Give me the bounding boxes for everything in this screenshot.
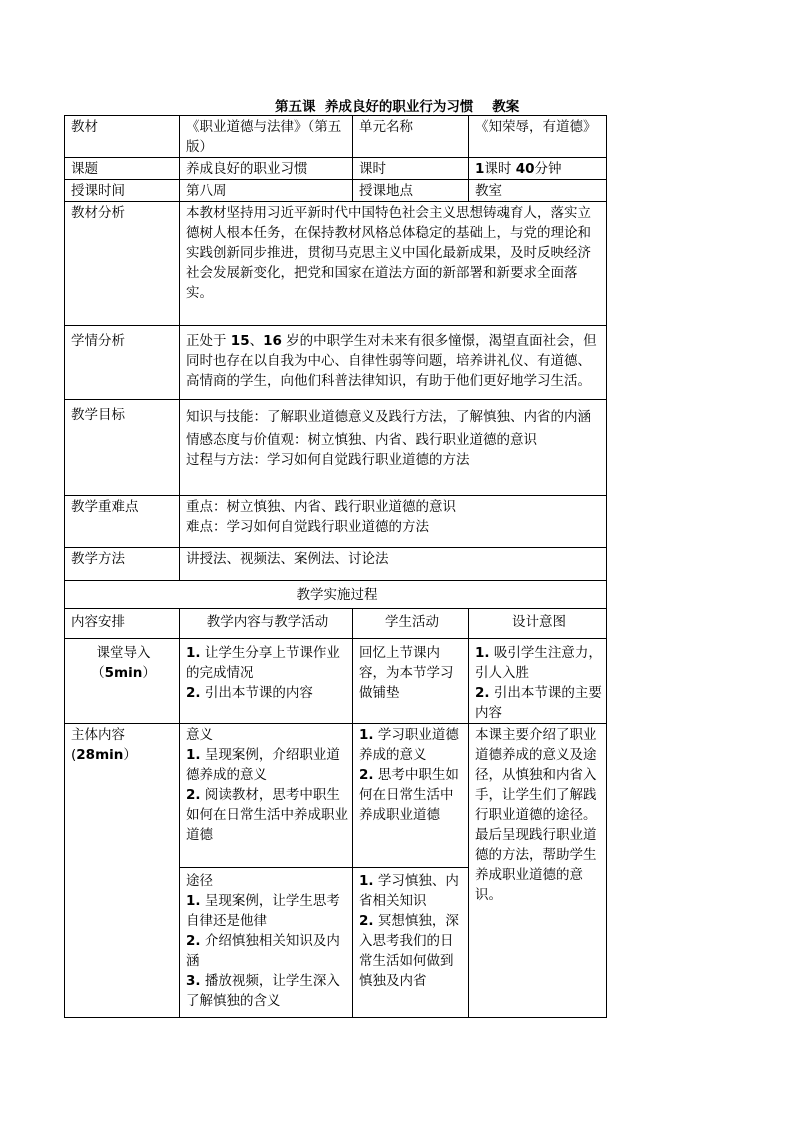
topic-value: 养成良好的职业习惯 (180, 158, 353, 180)
methods-value: 讲授法、视频法、案例法、讨论法 (180, 548, 607, 581)
path-item: 1. 呈现案例，让学生思考自律还是他律 (186, 893, 340, 929)
main-label: 主体内容( (71, 727, 125, 763)
material-paragraph: 本教材坚持用习近平新时代中国特色社会主义思想铸魂育人，落实立德树人根本任务，在保持教材风格总体稳定的基础上，与党的理论和实践创新同步推进，贯彻马克思主义中国化最新成果，及时反映经济社会发展新变化，把党和国家在道法方面的新部署和新要求全面落实。 (186, 205, 591, 301)
goal-process: 过程与方法：学习如何自觉践行职业道德的方法 (186, 452, 470, 468)
student-text-pre: 正处于 (186, 333, 231, 349)
main-time: 28min (76, 747, 124, 763)
row-textbook (65, 116, 607, 158)
time-label: 授课时间 (65, 180, 180, 202)
meaning-item: 2. 阅读教材，思考中职生如何在日常生活中养成职业道德 (186, 787, 348, 843)
meaning-item: 1. 呈现案例，介绍职业道德养成的意义 (186, 747, 340, 783)
unit-value: 《知荣辱，有道德》 (469, 116, 607, 158)
key-point: 重点：树立慎独、内省、践行职业道德的意识 (186, 499, 456, 515)
row-main-meaning (65, 724, 607, 868)
unit-label: 单元名称 (353, 116, 469, 158)
main-label-cell: 主体内容(28min） (65, 724, 180, 1018)
meaning-title: 意义 (186, 727, 213, 743)
path-student-item: 2. 冥想慎独，深入思考我们的日常生活如何做到慎独及内省 (359, 913, 459, 989)
path-student-activities (353, 868, 469, 1018)
intro-intent-item: 1. 吸引学生注意力，引人入胜 (475, 645, 602, 681)
student-label: 学情分析 (65, 326, 180, 400)
path-item: 3. 播放视频，让学生深入了解慎独的含义 (186, 973, 340, 1009)
row-topic (65, 158, 607, 180)
col-header-teaching: 教学内容与教学活动 (180, 609, 353, 639)
minutes-num: 40 (515, 161, 535, 177)
goals-label: 教学目标 (65, 400, 180, 496)
hours-label: 课时 (353, 158, 469, 180)
page-title: 第五课 养成良好的职业行为习惯 教案 (275, 99, 520, 115)
process-heading: 教学实施过程 (65, 581, 607, 609)
main-intent: 本课主要介绍了职业道德养成的意义及途径，从慎独和内省入手，让学生们了解践行职业道德的途径。最后呈现践行职业道德的方法，帮助学生养成职业道德的意识。 (469, 724, 607, 1018)
methods-label: 教学方法 (65, 548, 180, 581)
intro-teacher-activities (180, 639, 353, 724)
place-value: 教室 (469, 180, 607, 202)
student-text-post: 岁的中职学生对未来有很多憧憬，渴望直面社会，但同时也存在以自我为中心、自律性弱等问题，培养讲礼仪、有道德、高情商的学生，向他们科普法律知识，有助于他们更好地学习生活。 (186, 333, 597, 389)
row-intro (65, 639, 607, 724)
goals-list (180, 400, 607, 496)
hours-num: 1 (475, 161, 485, 177)
difficult-point: 难点：学习如何自觉践行职业道德的方法 (186, 519, 429, 535)
intro-teacher-item: 1. 让学生分享上节课作业的完成情况 (186, 645, 340, 681)
intro-label-cell (65, 639, 180, 724)
row-student-analysis (65, 326, 607, 400)
place-label: 授课地点 (353, 180, 469, 202)
student-age-1: 15 (230, 333, 250, 349)
path-student-item: 1. 学习慎独、内省相关知识 (359, 873, 459, 909)
time-value: 第八周 (180, 180, 353, 202)
row-goals (65, 400, 607, 496)
textbook-label: 教材 (65, 116, 180, 158)
path-title: 途径 (186, 873, 213, 889)
topic-label: 课题 (65, 158, 180, 180)
meaning-teacher-activities (180, 724, 353, 868)
goal-emotion: 情感态度与价值观：树立慎独、内省、践行职业道德的意识 (186, 432, 537, 448)
material-label: 教材分析 (65, 202, 180, 326)
col-header-intent: 设计意图 (469, 609, 607, 639)
row-material-analysis (65, 202, 607, 326)
intro-student-activity: 回忆上节课内容，为本节学习做铺垫 (353, 639, 469, 724)
col-header-student: 学生活动 (353, 609, 469, 639)
student-age-2: 16 (263, 333, 282, 349)
path-item: 2. 介绍慎独相关知识及内涵 (186, 933, 340, 969)
row-methods (65, 548, 607, 581)
col-header-arrangement: 内容安排 (65, 609, 180, 639)
lesson-plan-table (64, 115, 607, 1018)
intro-time: （5min） (91, 665, 156, 681)
goal-knowledge: 知识与技能：了解职业道德意义及践行方法，了解慎独、内省的内涵 (186, 409, 591, 425)
row-key-points (65, 496, 607, 548)
row-time (65, 180, 607, 202)
hours-value (469, 158, 607, 180)
meaning-student-activities (353, 724, 469, 868)
key-points-list (180, 496, 607, 548)
row-process-heading (65, 581, 607, 609)
hours-unit: 课时 (484, 161, 516, 177)
student-text-mid: 、 (249, 333, 264, 349)
intro-teacher-item: 2. 引出本节课的内容 (186, 685, 313, 701)
intro-intent (469, 639, 607, 724)
textbook-value: 《职业道德与法律》（第五版） (180, 116, 353, 158)
material-text (180, 202, 607, 326)
key-points-label: 教学重难点 (65, 496, 180, 548)
minutes-unit: 分钟 (534, 161, 562, 177)
intro-intent-item: 2. 引出本节课的主要内容 (475, 685, 602, 721)
path-teacher-activities (180, 868, 353, 1018)
row-process-headers (65, 609, 607, 639)
intro-label: 课堂导入 (96, 645, 151, 661)
meaning-student-item: 2. 思考中职生如何在日常生活中养成职业道德 (359, 767, 459, 823)
student-text (180, 326, 607, 400)
meaning-student-item: 1. 学习职业道德养成的意义 (359, 727, 459, 763)
